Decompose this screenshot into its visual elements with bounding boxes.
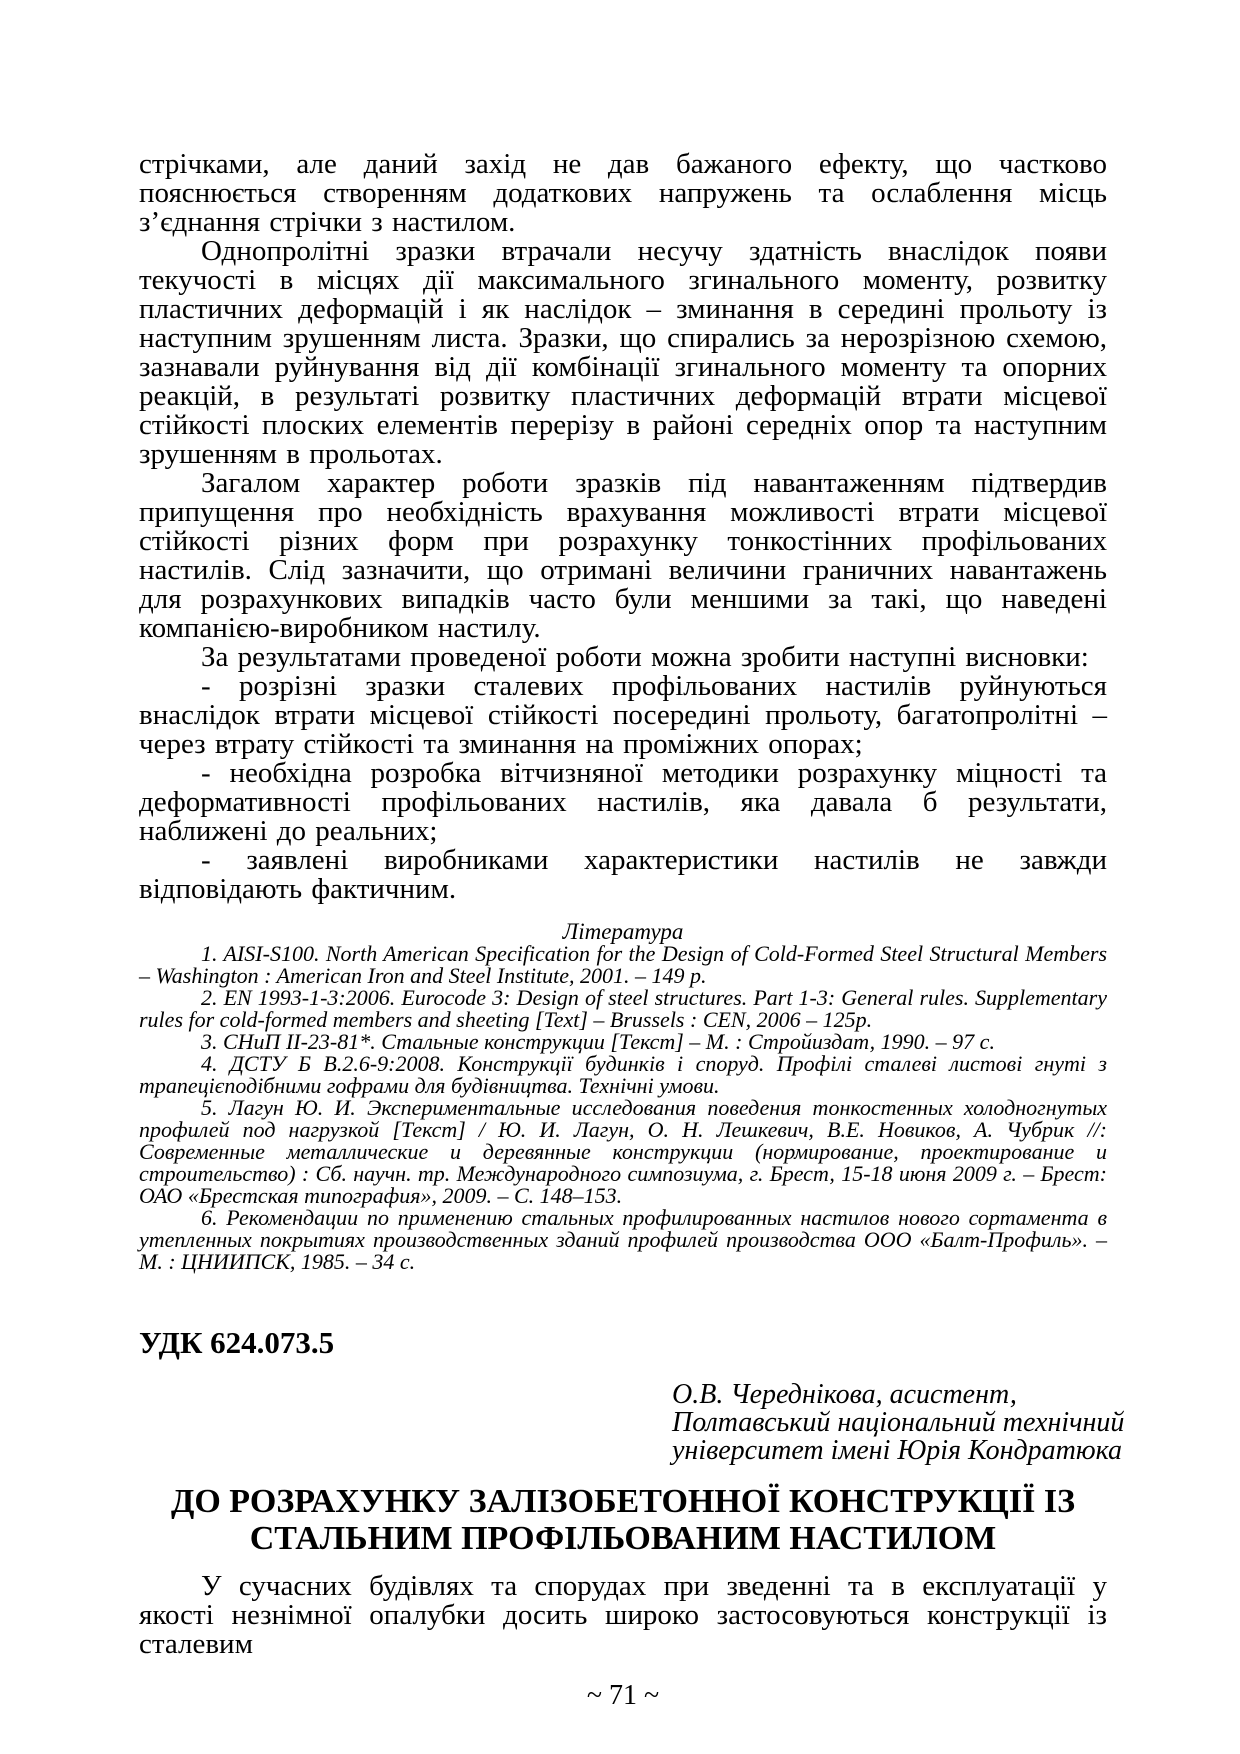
reference-item: 4. ДСТУ Б В.2.6-9:2008. Конструкції будинків і споруд. Профілі сталеві листові гнуті з трапецієподібними гофрами для будівництва. Технічні умови. bbox=[139, 1051, 1107, 1098]
page-number: ~ 71 ~ bbox=[586, 1680, 660, 1711]
references-list bbox=[139, 943, 1107, 1273]
article-title-line: ДО РОЗРАХУНКУ ЗАЛІЗОБЕТОННОЇ КОНСТРУКЦІЇ ІЗ bbox=[170, 1483, 1076, 1520]
paragraph: стрічками, але даний захід не дав бажаного ефекту, що частково пояснюється створенням додаткових напружень та ослаблення місць з’єднання стрічки з настилом. bbox=[139, 148, 1107, 238]
intro-paragraph: У сучасних будівлях та спорудах при зведенні та в експлуатації у якості незнімної опалубки досить широко застосовуються конструкції із сталевим bbox=[139, 1570, 1107, 1660]
author-name-line: О.В. Череднікова, асистент, bbox=[672, 1379, 1017, 1410]
reference-item: 6. Рекомендации по применению стальных профилированных настилов нового сортамента в утепленных покрытиях производственных зданий профилей производства ООО «Балт-Профиль». – М. : ЦНИИПСК, 1985. – 34 с. bbox=[139, 1205, 1107, 1274]
reference-item: 3. СНиП II-23-81*. Стальные конструкции [Текст] – М. : Стройиздат, 1990. – 97 с. bbox=[201, 1029, 995, 1054]
conclusion-item: - розрізні зразки сталевих профільованих настилів руйнуються внаслідок втрати місцевої стійкості посередині прольоту, багатопролітні – через втрату стійкості та зминання на проміжних опорах; bbox=[139, 670, 1107, 760]
author-block bbox=[672, 1379, 1125, 1466]
reference-item: 2. EN 1993-1-3:2006. Eurocode 3: Design of steel structures. Part 1-3: General rules. Supplementary rules for cold-formed members and sheeting [Text] – Brussels : CEN, 2006 – 125p. bbox=[139, 985, 1107, 1032]
article-title bbox=[139, 1483, 1107, 1557]
conclusion-item: - заявлені виробниками характеристики настилів не завжди відповідають фактичним. bbox=[139, 844, 1107, 905]
reference-item: 5. Лагун Ю. И. Экспериментальные исследования поведения тонкостенных холодногнутых профилей под нагрузкой [Текст] / Ю. И. Лагун, О. Н. Лешкевич, В.Е. Новиков, А. Чубрик //: Современные металлические и деревянные конструкции (нормирование, проектирование и строительство) : Сб. научн. тр. Международного симпозиума, г. Брест, 15-18 июня 2009 г. – Брест: ОАО «Брестская типография», 2009. – С. 148–153. bbox=[139, 1095, 1107, 1208]
author-affiliation-line: Полтавський національний технічний bbox=[672, 1407, 1125, 1438]
references-heading: Література bbox=[562, 919, 684, 944]
article-body bbox=[139, 150, 1107, 904]
udc-code: УДК 624.073.5 bbox=[139, 1325, 335, 1360]
paragraph: Однопролітні зразки втрачали несучу здатність внаслідок появи текучості в місцях дії максимального згинального моменту, розвитку пластичних деформацій і як наслідок – зминання в середині прольоту із наступним зрушенням листа. Зразки, що спирались за нерозрізною схемою, зазнавали руйнування від дії комбінації згинального моменту та опорних реакцій, в результаті розвитку пластичних деформацій втрати місцевої стійкості плоских елементів перерізу в районі середніх опор та наступним зрушенням в прольотах. bbox=[139, 235, 1107, 470]
paragraph: За результатами проведеної роботи можна зробити наступні висновки: bbox=[201, 641, 1089, 673]
conclusion-item: - необхідна розробка вітчизняної методики розрахунку міцності та деформативності профільованих настилів, яка давала б результати, наближені до реальних; bbox=[139, 757, 1107, 847]
author-affiliation-line: університет імені Юрія Кондратюка bbox=[672, 1435, 1122, 1466]
reference-item: 1. AISI-S100. North American Specification for the Design of Cold-Formed Steel Structural Members – Washington : American Iron and Steel Institute, 2001. – 149 p. bbox=[139, 941, 1107, 988]
article-title-line: СТАЛЬНИМ ПРОФІЛЬОВАНИМ НАСТИЛОМ bbox=[249, 1520, 997, 1557]
paragraph: Загалом характер роботи зразків під навантаженням підтвердив припущення про необхідність врахування можливості втрати місцевої стійкості різних форм при розрахунку тонкостінних профільованих настилів. Слід зазначити, що отримані величини граничних навантажень для розрахункових випадків часто були меншими за такі, що наведені компанією-виробником настилу. bbox=[139, 467, 1107, 644]
